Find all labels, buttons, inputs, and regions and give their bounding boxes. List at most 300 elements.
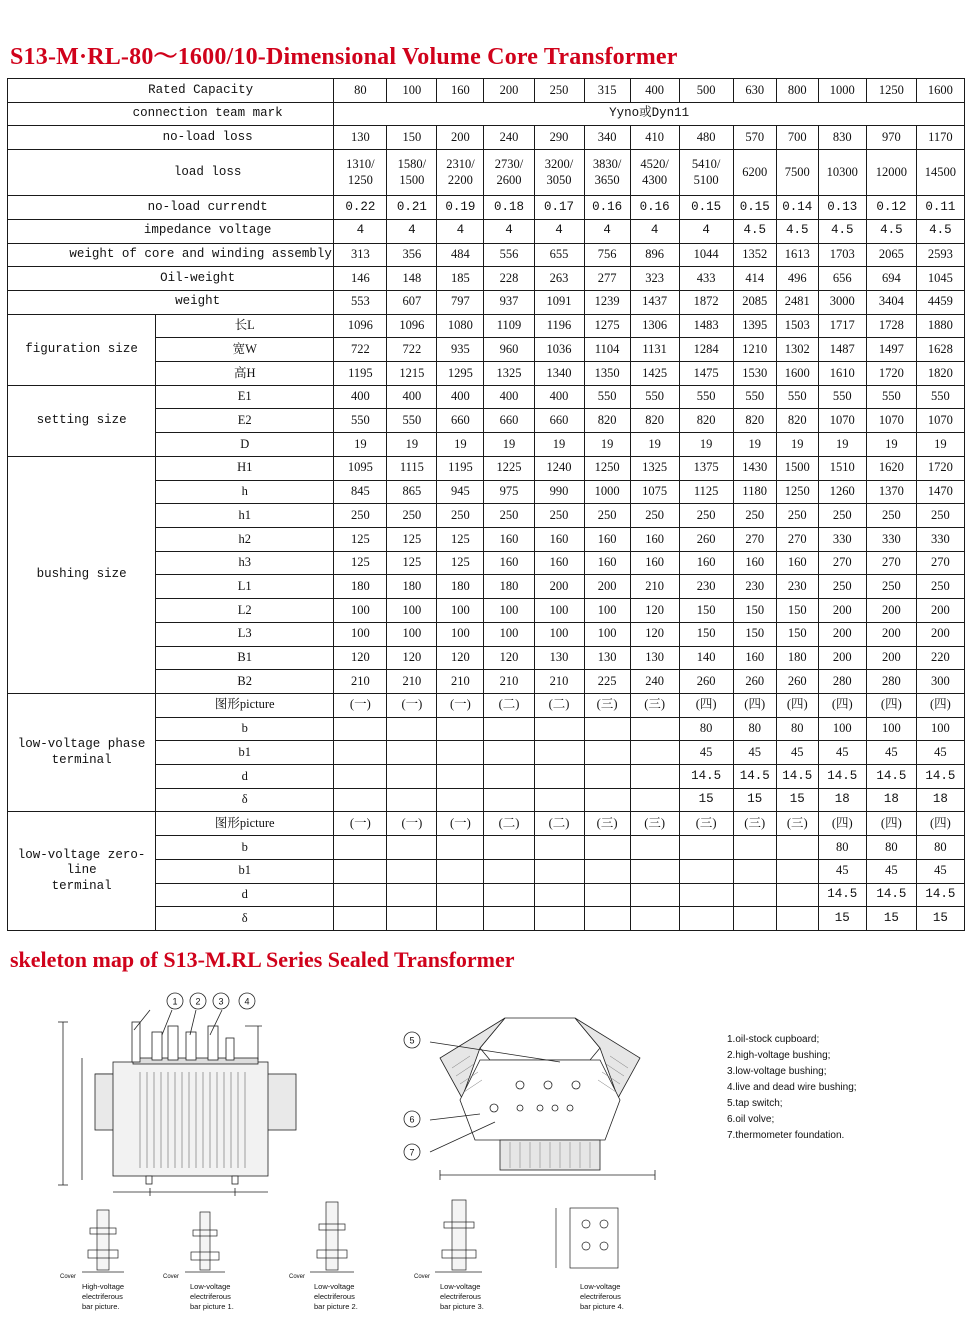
table-cell: 0.14 (776, 196, 818, 220)
table-cell: 140 (679, 646, 733, 670)
callout-4: 4 (244, 996, 250, 1007)
table-cell: 1195 (437, 456, 484, 480)
table-cell: 0.15 (733, 196, 776, 220)
table-cell: 820 (630, 409, 679, 433)
row-label: weight of core and winding assembly (8, 243, 334, 267)
table-cell: 1728 (866, 314, 916, 338)
table-cell (630, 907, 679, 931)
row-label: connection team mark (8, 102, 334, 126)
table-cell: 263 (534, 267, 584, 291)
cover-label: Cover (60, 1274, 77, 1280)
sub-label: b1 (156, 859, 334, 883)
table-cell: 1720 (866, 362, 916, 386)
table-cell: 148 (387, 267, 437, 291)
table-cell: 1580/ 1500 (387, 150, 437, 196)
table-cell: 14.5 (866, 883, 916, 907)
table-cell (733, 907, 776, 931)
legend-item: 2.high-voltage bushing; (727, 1050, 831, 1061)
table-cell: 656 (818, 267, 866, 291)
table-cell: 100 (334, 622, 387, 646)
table-cell: 260 (679, 670, 733, 694)
table-cell: 100 (437, 599, 484, 623)
table-cell (334, 788, 387, 812)
table-cell: 722 (387, 338, 437, 362)
table-cell: 14.5 (916, 883, 964, 907)
table-cell: 230 (776, 575, 818, 599)
table-cell: 0.12 (866, 196, 916, 220)
table-cell (387, 836, 437, 860)
table-cell: 210 (630, 575, 679, 599)
table-cell: 1000 (584, 480, 630, 504)
table-cell: 1210 (733, 338, 776, 362)
table-row (8, 693, 965, 717)
table-cell: 250 (916, 575, 964, 599)
table-cell (484, 717, 534, 741)
table-cell: (一) (334, 693, 387, 717)
table-cell: 1195 (334, 362, 387, 386)
table-cell: 120 (334, 646, 387, 670)
table-cell: 323 (630, 267, 679, 291)
table-cell: 1483 (679, 314, 733, 338)
table-cell: 694 (866, 267, 916, 291)
table-cell: 660 (484, 409, 534, 433)
table-cell: 200 (866, 646, 916, 670)
table-cell: 1260 (818, 480, 866, 504)
table-cell: 80 (916, 836, 964, 860)
table-cell: (四) (866, 812, 916, 836)
table-cell: 1370 (866, 480, 916, 504)
table-cell: 45 (916, 859, 964, 883)
table-cell: 260 (679, 527, 733, 551)
table-cell: 1510 (818, 456, 866, 480)
table-cell: 185 (437, 267, 484, 291)
bar-pictures (82, 1200, 618, 1272)
callout-3: 3 (218, 996, 224, 1007)
table-cell: 1395 (733, 314, 776, 338)
table-cell: 19 (866, 433, 916, 457)
table-row (8, 150, 965, 196)
table-cell: 19 (776, 433, 818, 457)
table-cell: 45 (818, 859, 866, 883)
table-cell: (四) (818, 693, 866, 717)
table-cell: 160 (630, 551, 679, 575)
table-cell (733, 883, 776, 907)
table-cell: 937 (484, 290, 534, 314)
legend-item: 4.live and dead wire bushing; (727, 1082, 857, 1093)
sub-label: d (156, 883, 334, 907)
table-cell: 4.5 (818, 219, 866, 243)
table-cell: 1080 (437, 314, 484, 338)
table-cell: 80 (818, 836, 866, 860)
table-cell: (三) (630, 693, 679, 717)
table-cell (484, 788, 534, 812)
table-cell: 250 (484, 504, 534, 528)
table-cell: 400 (334, 385, 387, 409)
table-cell (776, 836, 818, 860)
table-cell: 19 (584, 433, 630, 457)
table-cell: 1437 (630, 290, 679, 314)
table-cell: 550 (334, 409, 387, 433)
table-cell: 200 (584, 575, 630, 599)
table-cell: 180 (437, 575, 484, 599)
table-cell: 1125 (679, 480, 733, 504)
table-cell: 270 (776, 527, 818, 551)
table-cell: 45 (916, 741, 964, 765)
table-cell: 250 (679, 504, 733, 528)
table-cell: 1425 (630, 362, 679, 386)
table-cell: 160 (437, 79, 484, 103)
table-cell: 0.16 (584, 196, 630, 220)
table-cell (387, 765, 437, 789)
table-cell: 500 (679, 79, 733, 103)
table-cell: 220 (916, 646, 964, 670)
table-row (8, 79, 965, 103)
table-cell: 0.13 (818, 196, 866, 220)
table-cell: 1610 (818, 362, 866, 386)
table-cell: 1115 (387, 456, 437, 480)
table-cell: 2593 (916, 243, 964, 267)
sub-label: B2 (156, 670, 334, 694)
sub-label: 宽W (156, 338, 334, 362)
table-cell: 1500 (776, 456, 818, 480)
table-cell (334, 859, 387, 883)
table-cell: 45 (866, 741, 916, 765)
table-cell: 820 (733, 409, 776, 433)
table-cell: 250 (818, 575, 866, 599)
table-cell: 550 (916, 385, 964, 409)
table-cell: 2730/ 2600 (484, 150, 534, 196)
table-cell: 1703 (818, 243, 866, 267)
table-row (8, 456, 965, 480)
table-cell (334, 741, 387, 765)
table-cell: (三) (630, 812, 679, 836)
table-cell: 0.15 (679, 196, 733, 220)
table-cell: 480 (679, 126, 733, 150)
table-cell: 1325 (484, 362, 534, 386)
table-cell: 400 (437, 385, 484, 409)
table-cell: 1613 (776, 243, 818, 267)
table-cell: 210 (387, 670, 437, 694)
table-cell: 845 (334, 480, 387, 504)
bar-picture-lv2 (310, 1202, 354, 1272)
table-cell: Yyno或Dyn11 (334, 102, 965, 126)
table-cell: 2481 (776, 290, 818, 314)
table-cell: 820 (679, 409, 733, 433)
table-cell (534, 859, 584, 883)
table-cell: 1880 (916, 314, 964, 338)
table-cell: 550 (630, 385, 679, 409)
table-cell (437, 883, 484, 907)
table-cell: 756 (584, 243, 630, 267)
table-cell: 400 (630, 79, 679, 103)
cover-label: Cover (289, 1274, 306, 1280)
table-cell: 120 (437, 646, 484, 670)
table-cell: 4.5 (733, 219, 776, 243)
table-cell: 1096 (334, 314, 387, 338)
table-cell: 14.5 (818, 765, 866, 789)
skeleton-title: skeleton map of S13-M.RL Series Sealed Transformer (10, 947, 515, 972)
table-cell: 19 (334, 433, 387, 457)
table-cell: 19 (387, 433, 437, 457)
table-cell: 1215 (387, 362, 437, 386)
table-cell (534, 788, 584, 812)
table-cell: 1091 (534, 290, 584, 314)
table-cell: 19 (484, 433, 534, 457)
table-cell: 100 (387, 622, 437, 646)
table-cell: 660 (534, 409, 584, 433)
table-cell: 180 (776, 646, 818, 670)
table-cell (484, 883, 534, 907)
table-cell: 1872 (679, 290, 733, 314)
table-cell: 80 (679, 717, 733, 741)
table-cell (387, 859, 437, 883)
table-cell (534, 883, 584, 907)
table-cell: 250 (866, 504, 916, 528)
table-cell (437, 907, 484, 931)
legend-item: 3.low-voltage bushing; (727, 1066, 827, 1077)
table-cell: 1250 (776, 480, 818, 504)
table-cell: 15 (679, 788, 733, 812)
table-cell: 19 (916, 433, 964, 457)
table-cell: 14.5 (818, 883, 866, 907)
table-cell: 200 (866, 622, 916, 646)
sub-label: h3 (156, 551, 334, 575)
row-label: Rated Capacity (8, 79, 334, 103)
table-cell: 125 (334, 551, 387, 575)
table-cell: 180 (387, 575, 437, 599)
table-row (8, 196, 965, 220)
table-cell: 330 (916, 527, 964, 551)
table-cell: 200 (818, 646, 866, 670)
table-cell: 250 (534, 79, 584, 103)
row-label: load loss (8, 150, 334, 196)
table-cell: (四) (916, 812, 964, 836)
table-cell: 1109 (484, 314, 534, 338)
table-cell: (一) (387, 812, 437, 836)
table-cell: (四) (776, 693, 818, 717)
table-cell (484, 765, 534, 789)
table-cell: 150 (776, 599, 818, 623)
table-cell: 1628 (916, 338, 964, 362)
table-cell: 3830/ 3650 (584, 150, 630, 196)
table-cell: 14.5 (679, 765, 733, 789)
table-cell: 250 (534, 504, 584, 528)
bar-picture-lv4 (556, 1208, 618, 1268)
row-label: weight (8, 290, 334, 314)
table-cell: 125 (387, 551, 437, 575)
row-label: no-load loss (8, 126, 334, 150)
table-cell: 1070 (818, 409, 866, 433)
table-cell: 0.21 (387, 196, 437, 220)
legend-item: 1.oil-stock cupboard; (727, 1034, 820, 1045)
table-row (8, 385, 965, 409)
table-cell: 660 (437, 409, 484, 433)
table-cell (679, 883, 733, 907)
table-row (8, 267, 965, 291)
table-cell: 1096 (387, 314, 437, 338)
table-cell: 1275 (584, 314, 630, 338)
table-cell (584, 907, 630, 931)
table-cell: 865 (387, 480, 437, 504)
table-cell: 230 (679, 575, 733, 599)
table-cell: 550 (679, 385, 733, 409)
table-cell: 14.5 (866, 765, 916, 789)
table-cell: 1044 (679, 243, 733, 267)
callouts-plan (404, 1032, 420, 1160)
table-cell: 100 (916, 717, 964, 741)
table-cell: 130 (334, 126, 387, 150)
table-cell (584, 788, 630, 812)
table-cell: 120 (630, 599, 679, 623)
table-cell: 200 (534, 575, 584, 599)
table-cell: 150 (679, 622, 733, 646)
table-cell: 270 (916, 551, 964, 575)
table-cell: 100 (484, 622, 534, 646)
table-cell: 400 (534, 385, 584, 409)
table-cell: 4.5 (866, 219, 916, 243)
table-cell: 125 (437, 551, 484, 575)
table-cell: 4 (534, 219, 584, 243)
table-cell: 570 (733, 126, 776, 150)
table-cell (776, 907, 818, 931)
table-cell: 240 (630, 670, 679, 694)
table-cell: 1530 (733, 362, 776, 386)
table-cell: 1036 (534, 338, 584, 362)
table-cell: 270 (818, 551, 866, 575)
table-cell: (二) (484, 812, 534, 836)
table-cell: 410 (630, 126, 679, 150)
table-cell: 550 (866, 385, 916, 409)
table-cell: 1352 (733, 243, 776, 267)
table-cell: 1170 (916, 126, 964, 150)
table-cell: 80 (334, 79, 387, 103)
table-cell (630, 765, 679, 789)
table-cell (776, 859, 818, 883)
table-cell: 260 (776, 670, 818, 694)
table-cell: (三) (776, 812, 818, 836)
page-title: S13-M·RL-80～1600/10-Dimensional Volume Core Transformer (10, 44, 678, 70)
table-cell: 100 (437, 622, 484, 646)
caption-lv4: Low-voltage electriferous bar picture 4. (580, 1282, 624, 1311)
table-cell: 1045 (916, 267, 964, 291)
table-cell: 100 (334, 599, 387, 623)
table-cell: 200 (866, 599, 916, 623)
table-cell: 4 (679, 219, 733, 243)
table-cell: 100 (584, 622, 630, 646)
caption-lv2: Low-voltage electriferous bar picture 2. (314, 1282, 358, 1311)
table-cell: 15 (818, 907, 866, 931)
table-cell: (四) (866, 693, 916, 717)
table-cell: 45 (818, 741, 866, 765)
legend-item: 6.oil volve; (727, 1114, 775, 1125)
table-cell: 1104 (584, 338, 630, 362)
table-cell: 800 (776, 79, 818, 103)
sub-label: h2 (156, 527, 334, 551)
table-cell (387, 717, 437, 741)
table-cell: 18 (818, 788, 866, 812)
table-cell: 150 (776, 622, 818, 646)
table-cell: 797 (437, 290, 484, 314)
table-cell: 607 (387, 290, 437, 314)
table-cell: (一) (334, 812, 387, 836)
table-cell: (四) (818, 812, 866, 836)
table-cell: 4 (334, 219, 387, 243)
table-cell: 1131 (630, 338, 679, 362)
table-cell: 19 (679, 433, 733, 457)
table-cell: 160 (584, 527, 630, 551)
table-cell: 4 (437, 219, 484, 243)
table-cell: 270 (733, 527, 776, 551)
sub-label: L3 (156, 622, 334, 646)
table-cell (584, 859, 630, 883)
table-cell (534, 836, 584, 860)
sub-label: D (156, 433, 334, 457)
plan-view (430, 1018, 655, 1180)
table-cell: 1470 (916, 480, 964, 504)
table-cell: 970 (866, 126, 916, 150)
table-cell: 0.18 (484, 196, 534, 220)
table-cell: (二) (534, 693, 584, 717)
table-cell (437, 741, 484, 765)
table-cell (334, 765, 387, 789)
table-cell: 1600 (916, 79, 964, 103)
table-row (8, 314, 965, 338)
table-cell: 1475 (679, 362, 733, 386)
table-cell: 150 (679, 599, 733, 623)
legend (727, 1032, 857, 1144)
cover-label: Cover (414, 1274, 431, 1280)
table-cell: 277 (584, 267, 630, 291)
callout-6: 6 (409, 1114, 415, 1125)
table-cell: 225 (584, 670, 630, 694)
table-cell: (三) (733, 812, 776, 836)
table-cell: (一) (437, 693, 484, 717)
table-cell: 4 (387, 219, 437, 243)
table-cell: 210 (534, 670, 584, 694)
table-cell: 1600 (776, 362, 818, 386)
row-label: Oil-weight (8, 267, 334, 291)
callout-1: 1 (172, 996, 178, 1007)
table-cell: 125 (437, 527, 484, 551)
table-cell: 356 (387, 243, 437, 267)
table-cell: (四) (916, 693, 964, 717)
table-cell: 1717 (818, 314, 866, 338)
table-cell: 250 (630, 504, 679, 528)
sub-label: 图形picture (156, 693, 334, 717)
sub-label: d (156, 765, 334, 789)
sub-label: h1 (156, 504, 334, 528)
table-cell: 960 (484, 338, 534, 362)
table-row (8, 126, 965, 150)
table-cell: 4 (630, 219, 679, 243)
table-cell: 315 (584, 79, 630, 103)
table-cell (534, 907, 584, 931)
table-cell: 300 (916, 670, 964, 694)
table-cell: (三) (584, 693, 630, 717)
table-cell: 19 (818, 433, 866, 457)
table-cell: 250 (334, 504, 387, 528)
table-cell: 14500 (916, 150, 964, 196)
table-cell: 0.17 (534, 196, 584, 220)
table-cell: 260 (733, 670, 776, 694)
table-cell (534, 717, 584, 741)
table-cell (334, 836, 387, 860)
table-cell: 550 (818, 385, 866, 409)
table-cell: 200 (818, 599, 866, 623)
table-cell (387, 788, 437, 812)
table-cell: 150 (387, 126, 437, 150)
table-cell: 550 (584, 385, 630, 409)
